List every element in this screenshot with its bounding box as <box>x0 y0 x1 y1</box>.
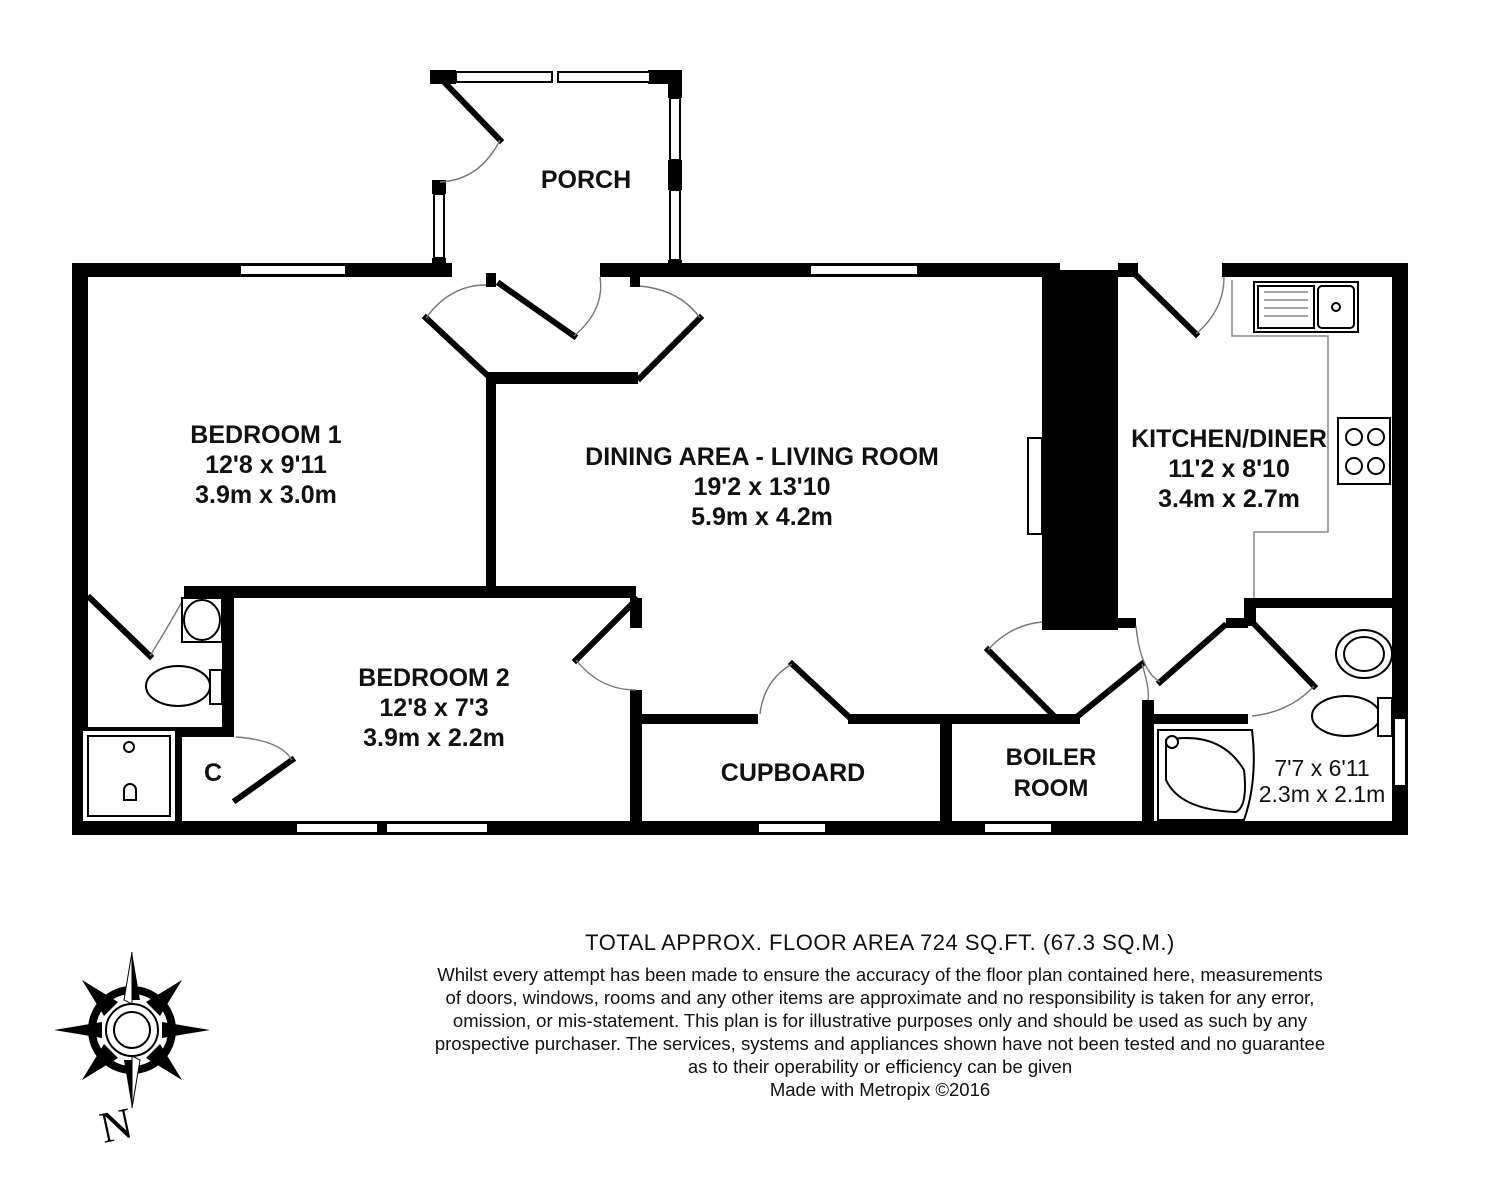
bedroom2-metric: 3.9m x 2.2m <box>363 724 505 752</box>
bathroom-imperial: 7'7 x 6'11 <box>1274 755 1370 781</box>
bedroom1-label: BEDROOM 1 <box>190 421 342 449</box>
north-label: N <box>95 1098 137 1153</box>
credit: Made with Metropix ©2016 <box>769 1079 991 1100</box>
kitchen-imperial: 11'2 x 8'10 <box>1168 455 1290 483</box>
bathroom-metric: 2.3m x 2.1m <box>1258 781 1386 807</box>
cupboard-label: CUPBOARD <box>720 759 866 787</box>
compass-rose-icon <box>54 952 210 1108</box>
bedroom1-metric: 3.9m x 3.0m <box>195 481 337 509</box>
disclaimer <box>380 963 1380 1101</box>
disclaimer-line: of doors, windows, rooms and any other items are approximate and no responsibility is taken for any error, <box>445 987 1315 1008</box>
living-label: DINING AREA - LIVING ROOM <box>585 443 939 471</box>
living-metric: 5.9m x 4.2m <box>691 503 833 531</box>
disclaimer-line: Whilst every attempt has been made to ensure the accuracy of the floor plan contained here, measurements <box>437 964 1323 985</box>
kitchen-label: KITCHEN/DINER <box>1131 425 1327 453</box>
disclaimer-line: as to their operability or efficiency can be given <box>687 1056 1073 1077</box>
bedroom2-label: BEDROOM 2 <box>358 664 510 692</box>
total-floor-area: TOTAL APPROX. FLOOR AREA 724 SQ.FT. (67.3 SQ.M.) <box>585 930 1175 955</box>
disclaimer-line: omission, or mis-statement. This plan is for illustrative purposes only and should be used as such by any <box>452 1010 1308 1031</box>
kitchen-metric: 3.4m x 2.7m <box>1158 485 1300 513</box>
bedroom1-imperial: 12'8 x 9'11 <box>205 451 327 479</box>
porch-label: PORCH <box>540 166 632 194</box>
boiler-label-line1: BOILER <box>1005 744 1097 771</box>
boiler-label-line2: ROOM <box>1013 775 1089 802</box>
bedroom2-imperial: 12'8 x 7'3 <box>379 694 489 722</box>
living-imperial: 19'2 x 13'10 <box>693 473 831 501</box>
ensuite-fixtures <box>82 598 222 822</box>
disclaimer-line: prospective purchaser. The services, systems and appliances shown have not been tested and no guarantee <box>434 1033 1326 1054</box>
room-labels <box>190 166 1385 807</box>
closet-label: C <box>203 759 223 787</box>
